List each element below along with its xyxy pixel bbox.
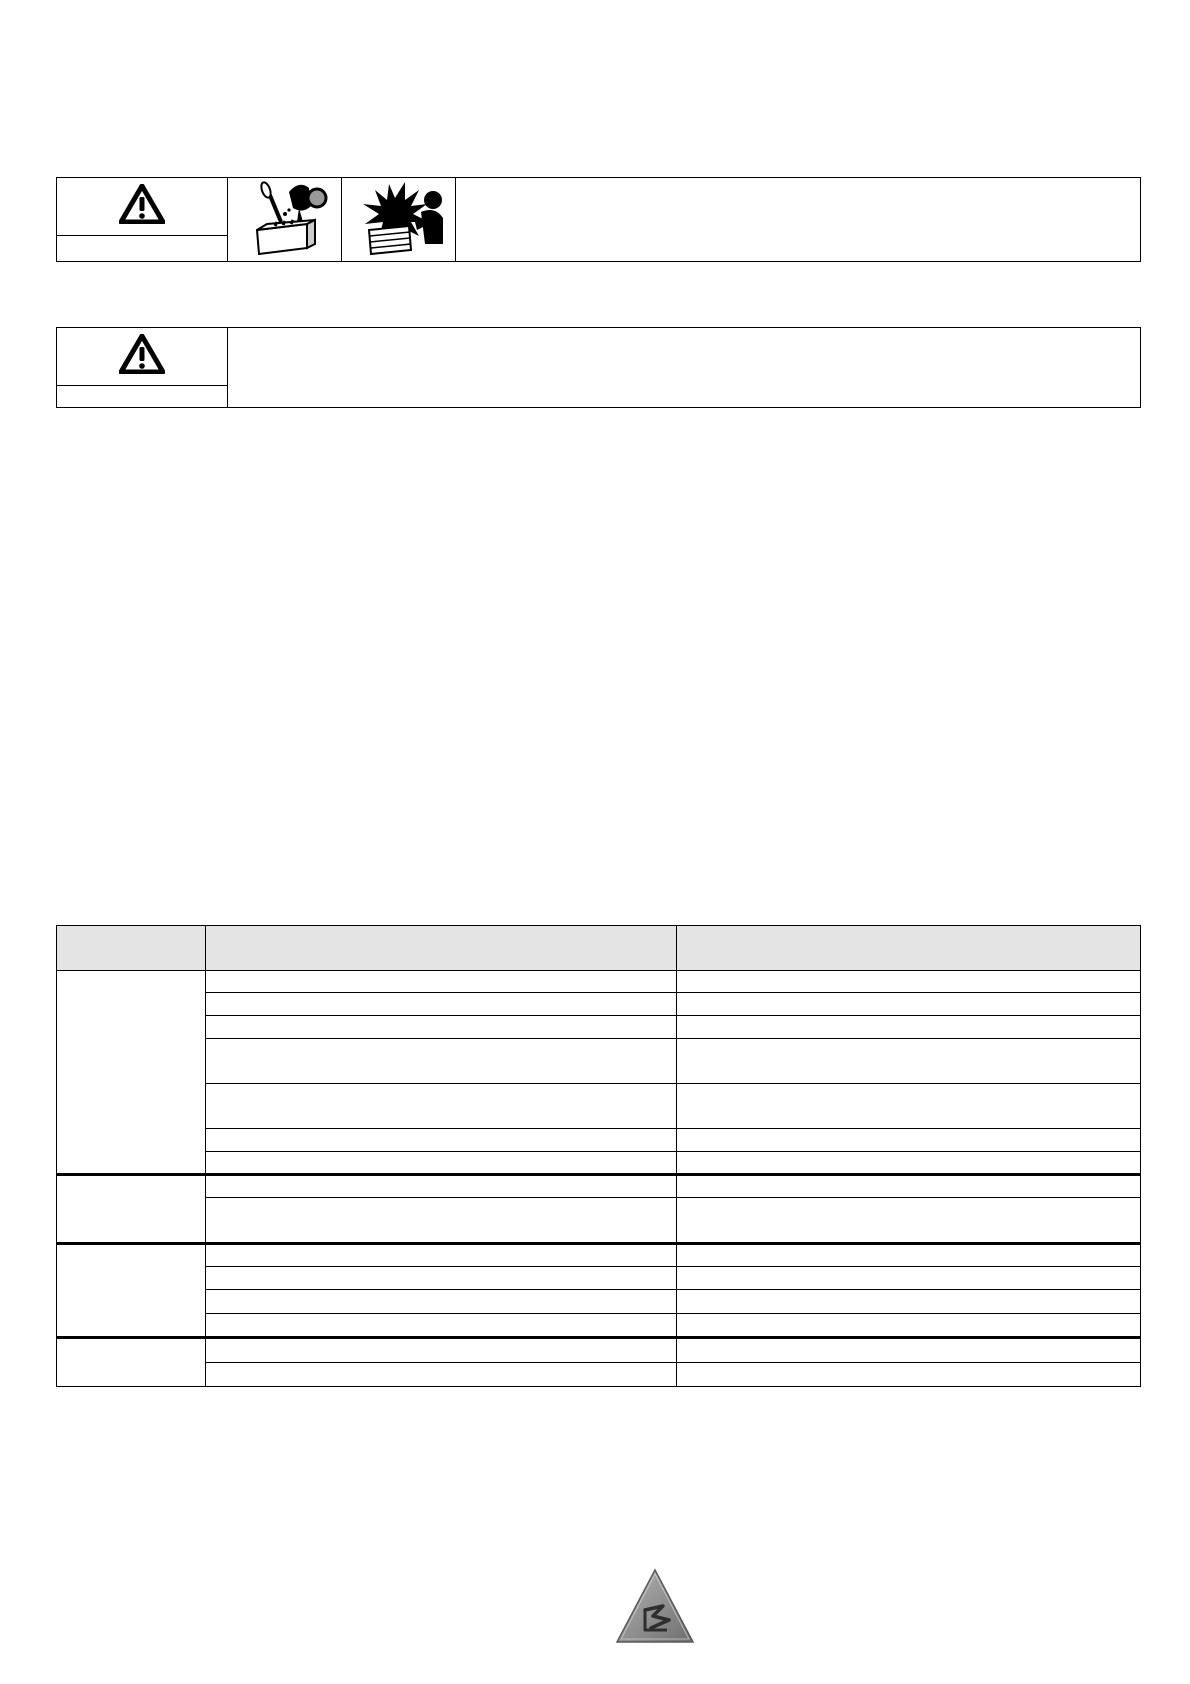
header-cell-1: [57, 926, 205, 970]
warning-text-cell: [456, 178, 1140, 261]
warning-label-cell: [57, 236, 227, 261]
table-row: [206, 1266, 1140, 1267]
explosion-cell: [342, 178, 455, 261]
warning-box-general: [56, 327, 1141, 408]
warning-text-cell: [228, 328, 1140, 407]
table-row: [206, 992, 1140, 993]
troubleshooting-table: [56, 925, 1141, 1387]
table-row: [206, 1083, 1140, 1084]
table-header: [57, 926, 1140, 971]
column-divider-2: [676, 926, 677, 1386]
table-row: [206, 1151, 1140, 1152]
group-separator: [57, 1173, 1140, 1176]
battery-acid-cell: [228, 178, 341, 261]
table-row: [206, 1128, 1140, 1129]
warning-triangle-icon: [119, 184, 165, 229]
brand-logo: [615, 1568, 695, 1651]
table-row: [206, 1015, 1140, 1016]
explosion-icon: [349, 178, 449, 261]
warning-symbol-cell: [57, 328, 227, 385]
warning-triangle-icon: [119, 334, 165, 379]
battery-acid-icon: [237, 178, 333, 261]
table-row: [206, 1197, 1140, 1198]
warning-box-battery: [56, 177, 1141, 262]
group-separator: [57, 1336, 1140, 1339]
column-divider-1: [205, 926, 206, 1386]
table-row: [206, 1289, 1140, 1290]
warning-symbol-cell: [57, 178, 227, 235]
table-row: [206, 1038, 1140, 1039]
group-separator: [57, 1242, 1140, 1245]
header-cell-3: [677, 926, 1140, 970]
table-row: [206, 1362, 1140, 1363]
brand-logo-icon: [615, 1633, 695, 1650]
header-cell-2: [206, 926, 676, 970]
warning-label-cell: [57, 386, 227, 407]
table-row: [206, 1313, 1140, 1314]
